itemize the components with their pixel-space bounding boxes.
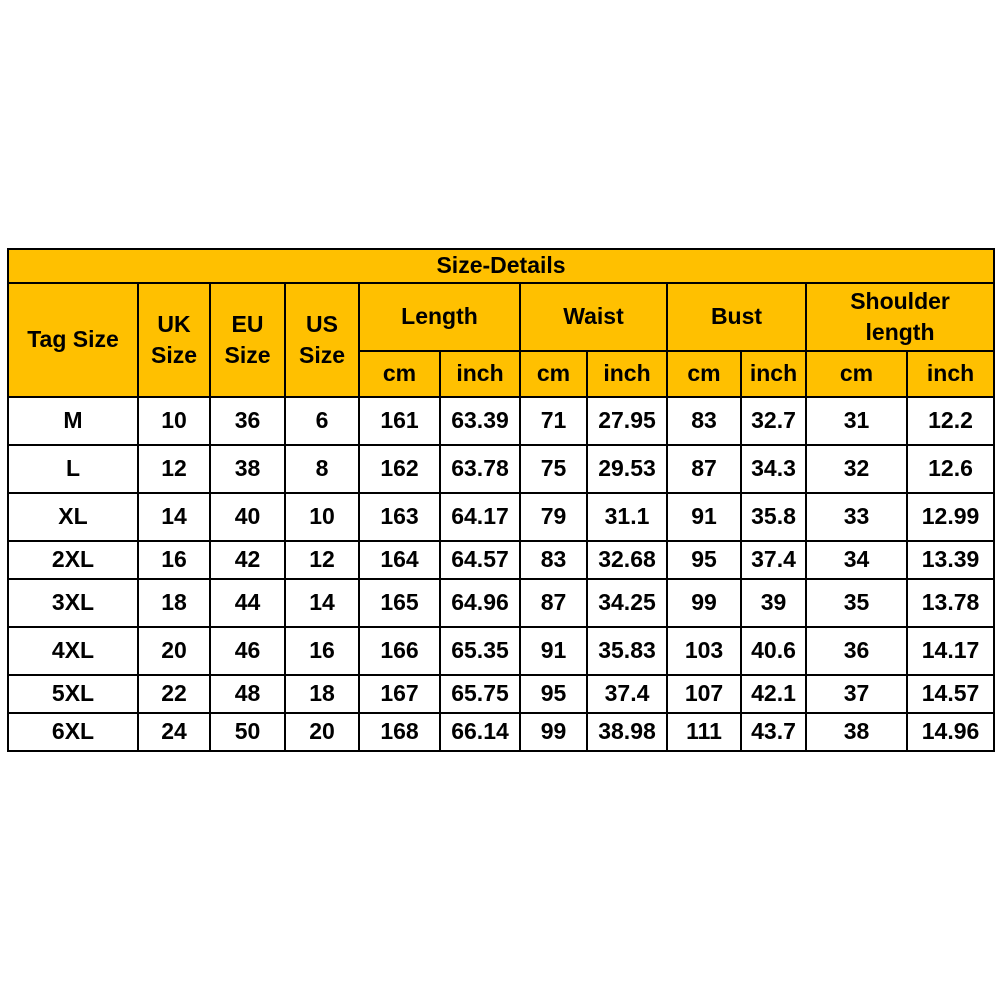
eu-size-header-line2: Size	[224, 342, 271, 368]
tag-size-cell: 6XL	[8, 713, 138, 751]
length-cm-cell: 165	[359, 579, 440, 627]
waist-cm-cell: 87	[520, 579, 587, 627]
tag-size-cell: 2XL	[8, 541, 138, 579]
length-cm-cell: 161	[359, 397, 440, 445]
shoulder-cm-cell: 32	[806, 445, 907, 493]
tag-size-cell: 4XL	[8, 627, 138, 675]
uk-size-cell: 14	[138, 493, 210, 541]
shoulder-inch-cell: 13.78	[907, 579, 994, 627]
length-header: Length	[359, 283, 520, 351]
uk-size-header	[138, 283, 210, 397]
tag-size-cell: 3XL	[8, 579, 138, 627]
bust-cm-cell: 111	[667, 713, 741, 751]
eu-size-cell: 42	[210, 541, 285, 579]
waist-cm-cell: 75	[520, 445, 587, 493]
eu-size-header-line1: EU	[231, 310, 264, 337]
shoulder-inch-header: inch	[907, 351, 994, 397]
table-row	[8, 713, 994, 751]
table-row	[8, 445, 994, 493]
table-row	[8, 493, 994, 541]
length-cm-cell: 168	[359, 713, 440, 751]
length-inch-cell: 66.14	[440, 713, 520, 751]
us-size-cell: 12	[285, 541, 359, 579]
bust-inch-cell: 37.4	[741, 541, 806, 579]
eu-size-header	[210, 283, 285, 397]
shoulder-inch-cell: 14.57	[907, 675, 994, 713]
waist-cm-cell: 71	[520, 397, 587, 445]
uk-size-cell: 22	[138, 675, 210, 713]
us-size-header	[285, 283, 359, 397]
shoulder-cm-cell: 31	[806, 397, 907, 445]
shoulder-cm-cell: 35	[806, 579, 907, 627]
size-rows	[8, 397, 994, 751]
bust-inch-cell: 42.1	[741, 675, 806, 713]
table-title: Size-Details	[8, 249, 994, 283]
us-size-header-line1: US	[306, 310, 338, 337]
eu-size-cell: 40	[210, 493, 285, 541]
bust-inch-cell: 35.8	[741, 493, 806, 541]
us-size-cell: 10	[285, 493, 359, 541]
shoulder-inch-cell: 12.6	[907, 445, 994, 493]
table-row	[8, 397, 994, 445]
length-cm-cell: 164	[359, 541, 440, 579]
waist-inch-cell: 27.95	[587, 397, 667, 445]
shoulder-inch-cell: 13.39	[907, 541, 994, 579]
uk-size-cell: 10	[138, 397, 210, 445]
waist-inch-cell: 32.68	[587, 541, 667, 579]
waist-inch-cell: 37.4	[587, 675, 667, 713]
shoulder-length-header	[806, 283, 994, 351]
waist-inch-cell: 38.98	[587, 713, 667, 751]
us-size-header-line2: Size	[298, 342, 346, 368]
bust-cm-header: cm	[667, 351, 741, 397]
bust-inch-header: inch	[741, 351, 806, 397]
waist-cm-cell: 95	[520, 675, 587, 713]
tag-size-header: Tag Size	[8, 283, 138, 397]
bust-inch-cell: 39	[741, 579, 806, 627]
bust-cm-cell: 99	[667, 579, 741, 627]
waist-inch-cell: 35.83	[587, 627, 667, 675]
bust-cm-cell: 95	[667, 541, 741, 579]
waist-inch-cell: 29.53	[587, 445, 667, 493]
bust-cm-cell: 83	[667, 397, 741, 445]
length-cm-cell: 167	[359, 675, 440, 713]
length-inch-cell: 63.78	[440, 445, 520, 493]
shoulder-inch-cell: 14.96	[907, 713, 994, 751]
tag-size-cell: L	[8, 445, 138, 493]
shoulder-inch-cell: 12.99	[907, 493, 994, 541]
table-row	[8, 675, 994, 713]
length-cm-cell: 163	[359, 493, 440, 541]
shoulder-cm-cell: 33	[806, 493, 907, 541]
bust-inch-cell: 32.7	[741, 397, 806, 445]
eu-size-cell: 38	[210, 445, 285, 493]
us-size-cell: 6	[285, 397, 359, 445]
size-details-table	[7, 248, 995, 752]
uk-size-cell: 24	[138, 713, 210, 751]
waist-inch-header: inch	[587, 351, 667, 397]
eu-size-cell: 50	[210, 713, 285, 751]
length-cm-cell: 162	[359, 445, 440, 493]
eu-size-cell: 36	[210, 397, 285, 445]
uk-size-header-line1: UK	[157, 310, 191, 337]
length-inch-cell: 65.75	[440, 675, 520, 713]
eu-size-cell: 44	[210, 579, 285, 627]
bust-inch-cell: 34.3	[741, 445, 806, 493]
us-size-cell: 16	[285, 627, 359, 675]
shoulder-cm-cell: 36	[806, 627, 907, 675]
us-size-cell: 14	[285, 579, 359, 627]
bust-inch-cell: 43.7	[741, 713, 806, 751]
waist-cm-cell: 99	[520, 713, 587, 751]
shoulder-header-line1: Shoulder	[850, 287, 950, 314]
us-size-cell: 20	[285, 713, 359, 751]
length-inch-cell: 64.17	[440, 493, 520, 541]
waist-inch-cell: 31.1	[587, 493, 667, 541]
tag-size-cell: 5XL	[8, 675, 138, 713]
table-row	[8, 579, 994, 627]
waist-cm-cell: 91	[520, 627, 587, 675]
us-size-cell: 8	[285, 445, 359, 493]
shoulder-cm-cell: 37	[806, 675, 907, 713]
table-row	[8, 627, 994, 675]
bust-cm-cell: 87	[667, 445, 741, 493]
uk-size-cell: 20	[138, 627, 210, 675]
bust-inch-cell: 40.6	[741, 627, 806, 675]
shoulder-cm-header: cm	[806, 351, 907, 397]
length-inch-header: inch	[440, 351, 520, 397]
length-inch-cell: 64.57	[440, 541, 520, 579]
bust-cm-cell: 103	[667, 627, 741, 675]
table-row	[8, 541, 994, 579]
shoulder-inch-cell: 12.2	[907, 397, 994, 445]
waist-inch-cell: 34.25	[587, 579, 667, 627]
length-cm-cell: 166	[359, 627, 440, 675]
waist-cm-cell: 79	[520, 493, 587, 541]
tag-size-cell: M	[8, 397, 138, 445]
waist-cm-cell: 83	[520, 541, 587, 579]
bust-header: Bust	[667, 283, 806, 351]
us-size-cell: 18	[285, 675, 359, 713]
length-inch-cell: 63.39	[440, 397, 520, 445]
uk-size-cell: 18	[138, 579, 210, 627]
shoulder-cm-cell: 34	[806, 541, 907, 579]
tag-size-cell: XL	[8, 493, 138, 541]
length-inch-cell: 65.35	[440, 627, 520, 675]
shoulder-cm-cell: 38	[806, 713, 907, 751]
waist-cm-header: cm	[520, 351, 587, 397]
uk-size-cell: 16	[138, 541, 210, 579]
eu-size-cell: 46	[210, 627, 285, 675]
eu-size-cell: 48	[210, 675, 285, 713]
length-inch-cell: 64.96	[440, 579, 520, 627]
length-cm-header: cm	[359, 351, 440, 397]
shoulder-header-line2: length	[865, 319, 935, 345]
uk-size-cell: 12	[138, 445, 210, 493]
uk-size-header-line2: Size	[150, 342, 198, 368]
bust-cm-cell: 107	[667, 675, 741, 713]
bust-cm-cell: 91	[667, 493, 741, 541]
shoulder-inch-cell: 14.17	[907, 627, 994, 675]
waist-header: Waist	[520, 283, 667, 351]
